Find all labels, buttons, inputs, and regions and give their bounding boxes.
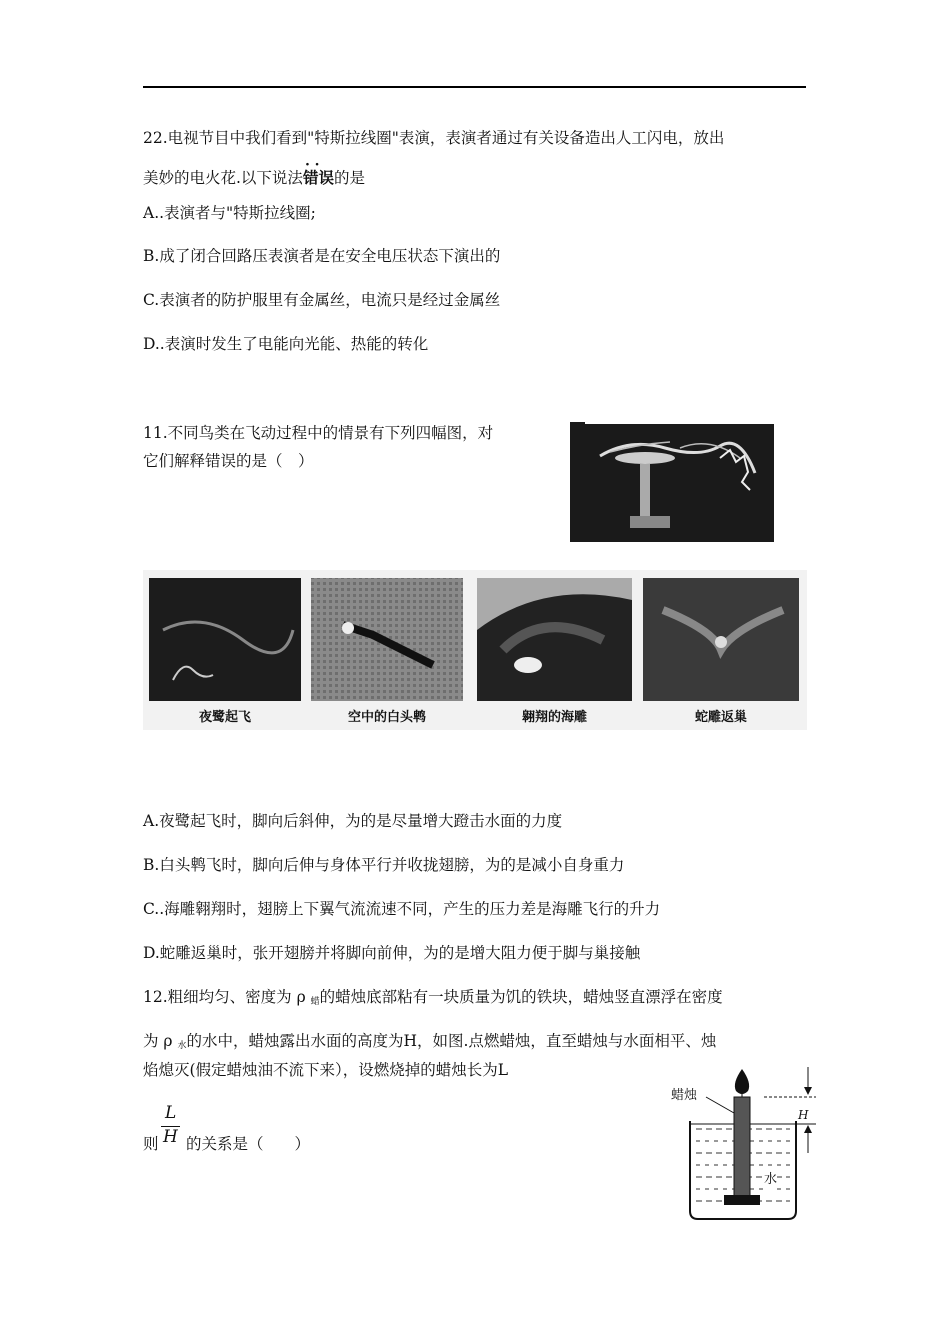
q22-line1: 22.电视节目中我们看到"特斯拉线圈"表演，表演者通过有关设备造出人工闪电，放出 <box>143 129 725 147</box>
q11-line1: 11.不同鸟类在飞动过程中的情景有下列四幅图，对 <box>143 424 494 442</box>
q22-option-d: D..表演时发生了电能向光能、热能的转化 <box>143 335 429 353</box>
caption-bulbul: 空中的白头鹎 <box>347 710 426 725</box>
q11-option-c: C..海雕翱翔时，翅膀上下翼气流流速不同，产生的压力差是海雕飞行的升力 <box>143 900 661 918</box>
header-rule <box>143 86 806 88</box>
q11-line2: 它们解释错误的是（ ） <box>143 452 314 470</box>
q11-option-a: A.夜鹭起飞时，脚向后斜伸，为的是尽量增大蹬击水面的力度 <box>143 812 563 830</box>
caption-sea-eagle: 翱翔的海雕 <box>521 710 587 725</box>
q12-line2: 为 ρ $_水$的水中，蜡烛露出水面的高度为H，如图.点燃蜡烛，直至蜡烛与水面相平、烛 <box>143 1032 717 1051</box>
fraction-denominator: H <box>163 1127 178 1147</box>
tesla-coil-photo <box>570 418 782 542</box>
fraction-numerator: L <box>165 1103 177 1123</box>
caption-night-heron: 夜鹭起飞 <box>198 710 251 725</box>
q22-option-c: C.表演者的防护服里有金属丝，电流只是经过金属丝 <box>143 291 501 309</box>
q12-line1: 12.粗细均匀、密度为 ρ $_蜡$的蜡烛底部粘有一块质量为饥的铁块，蜡烛竖直漂浮在密度 <box>143 988 723 1007</box>
q11-option-d: D.蛇雕返巢时，张开翅膀并将脚向前伸，为的是增大阻力便于脚与巢接触 <box>143 944 641 962</box>
figure-label-candle: 蜡烛 <box>671 1088 698 1103</box>
figure-label-h: H <box>798 1108 809 1122</box>
q12-line3: 焰熄灭(假定蜡烛油不流下来），设燃烧掉的蜡烛长为L <box>143 1061 509 1079</box>
caption-snake-eagle: 蛇雕返巢 <box>694 710 747 725</box>
q22-line2: 美妙的电火花.以下说法· · 错误的是 <box>143 168 365 188</box>
figure-label-water: 水 <box>764 1170 777 1190</box>
q11-option-b: B.白头鹎飞时，脚向后伸与身体平行并收拢翅膀，为的是减小自身重力 <box>143 856 625 874</box>
q22-emphasis: · · 错误 <box>303 168 334 187</box>
q22-option-b: B.成了闭合回路压表演者是在安全电压状态下演出的 <box>143 247 501 265</box>
q12-line4-post: 的关系是（ ） <box>186 1135 311 1153</box>
q22-option-a: A..表演者与"特斯拉线圈; <box>143 204 316 222</box>
q12-line4-pre: 则 <box>143 1135 159 1153</box>
